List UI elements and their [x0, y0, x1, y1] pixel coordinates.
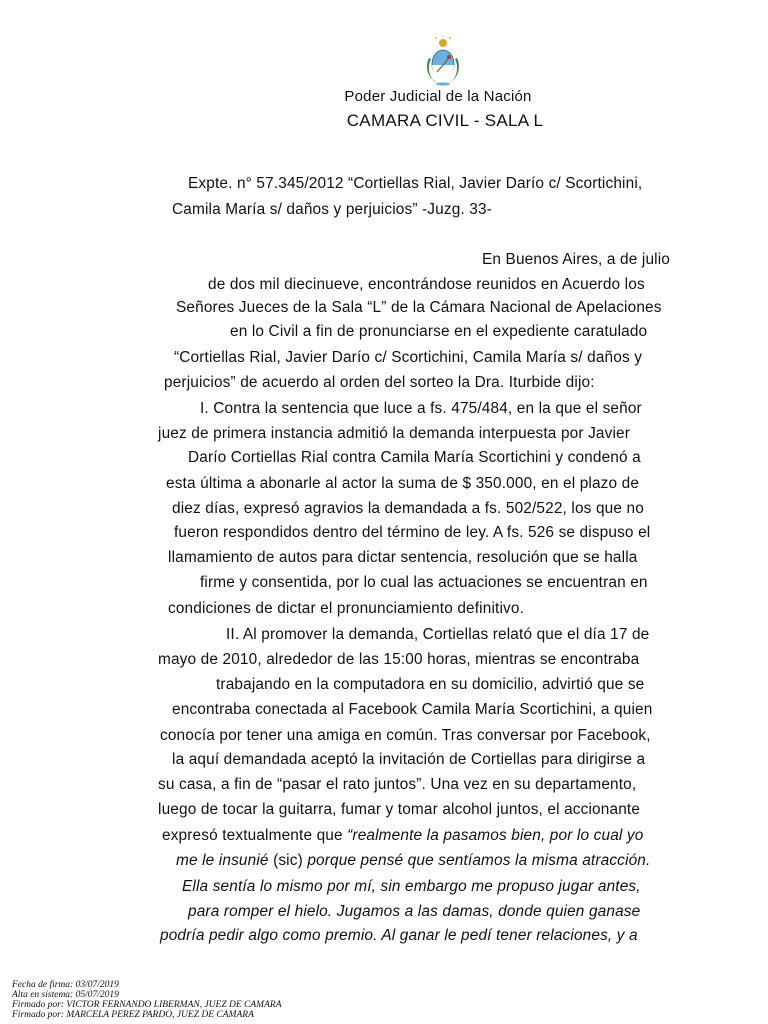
quoted-text: Ella sentía lo mismo por mí, sin embargo me propuso jugar antes,	[182, 878, 641, 895]
signer-line: Firmado por: VICTOR FERNANDO LIBERMAN, JUEZ DE CAMARA	[12, 1000, 282, 1010]
paragraph-line: diez días, expresó agravios la demandada a fs. 502/522, los que no	[172, 500, 644, 517]
quoted-text: para romper el hielo. Jugamos a las damas, donde quien ganase	[188, 903, 641, 920]
paragraph-line: la aquí demandada aceptó la invitación de Cortiellas para dirigirse a	[172, 751, 646, 768]
paragraph-line: conocía por tener una amiga en común. Tras conversar por Facebook,	[160, 727, 651, 744]
case-caption-line: Expte. n° 57.345/2012 “Cortiellas Rial, Javier Darío c/ Scortichini,	[188, 175, 643, 192]
paragraph-line: firme y consentida, por lo cual las actuaciones se encuentran en	[200, 574, 648, 591]
paragraph-line-italic	[188, 902, 640, 922]
paragraph-line: I. Contra la sentencia que luce a fs. 475/484, en la que el señor	[200, 400, 642, 417]
paragraph-line: mayo de 2010, alrededor de las 15:00 horas, mientras se encontraba	[158, 651, 640, 668]
paragraph-line-italic	[182, 877, 641, 897]
case-caption-line: Camila María s/ daños y perjuicios” -Juzg. 33-	[172, 201, 492, 218]
paragraph-line: perjuicios” de acuerdo al orden del sorteo la Dra. Iturbide dijo:	[164, 374, 595, 391]
paragraph-line: luego de tocar la guitarra, fumar y tomar alcohol juntos, el accionante	[158, 801, 641, 818]
paragraph-line: llamamiento de autos para dictar sentencia, resolución que se halla	[168, 549, 638, 566]
plain-text: expresó textualmente que	[162, 827, 348, 844]
quoted-text: “realmente la pasamos bien, por lo cual yo	[347, 827, 644, 844]
paragraph-line: “Cortiellas Rial, Javier Darío c/ Scortichini, Camila María s/ daños y	[174, 349, 643, 366]
paragraph-line: juez de primera instancia admitió la demanda interpuesta por Javier	[158, 425, 631, 442]
paragraph-line: condiciones de dictar el pronunciamiento definitivo.	[168, 600, 525, 617]
paragraph-line: Darío Cortiellas Rial contra Camila María Scortichini y condenó a	[188, 449, 641, 466]
signer-line: Firmado por: MARCELA PEREZ PARDO, JUEZ DE CAMARA	[12, 1010, 254, 1020]
system-date: Alta en sistema: 05/07/2019	[12, 990, 119, 1000]
paragraph-line: trabajando en la computadora en su domicilio, advirtió que se	[216, 676, 645, 693]
signature-footer	[12, 980, 282, 1020]
paragraph-line-mixed	[176, 851, 650, 871]
paragraph-line: su casa, a fin de “pasar el rato juntos”. Una vez en su departamento,	[158, 776, 637, 793]
chamber-name: CAMARA CIVIL - SALA L	[346, 111, 544, 130]
paragraph-line: de dos mil diecinueve, encontrándose reunidos en Acuerdo los	[208, 276, 645, 293]
coat-of-arms-icon	[423, 36, 463, 86]
paragraph-line: en lo Civil a fin de pronunciarse en el expediente caratulado	[230, 323, 648, 340]
institution-name: Poder Judicial de la Nación	[344, 88, 532, 105]
quoted-text: podría pedir algo como premio. Al ganar le pedí tener relaciones, y a	[160, 927, 638, 944]
paragraph-line-mixed	[162, 826, 643, 846]
signature-date: Fecha de firma: 03/07/2019	[12, 980, 119, 990]
paragraph-line: esta última a abonarle al actor la suma de $ 350.000, en el plazo de	[166, 475, 640, 492]
paragraph-line: Señores Jueces de la Sala “L” de la Cámara Nacional de Apelaciones	[176, 299, 662, 316]
plain-text: (sic)	[268, 852, 308, 869]
paragraph-line: fueron respondidos dentro del término de ley. A fs. 526 se dispuso el	[174, 524, 651, 541]
paragraph-line-italic	[160, 926, 638, 946]
quoted-text: me le insunié	[176, 852, 269, 869]
paragraph-line: En Buenos Aires, a de julio	[482, 251, 671, 268]
quoted-text: porque pensé que sentíamos la misma atracción.	[307, 852, 651, 869]
paragraph-line: II. Al promover la demanda, Cortiellas relató que el día 17 de	[226, 626, 650, 643]
paragraph-line: encontraba conectada al Facebook Camila María Scortichini, a quien	[172, 701, 653, 718]
